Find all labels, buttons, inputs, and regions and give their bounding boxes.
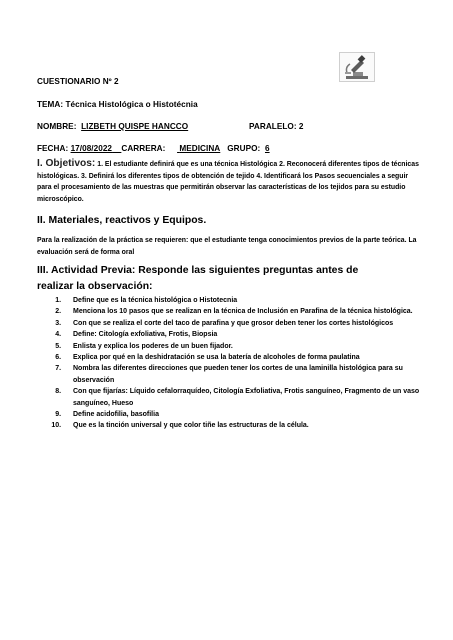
list-item: 1. Define que es la técnica histológica o Histotecnia — [63, 295, 443, 306]
objetivos-heading: I. Objetivos: — [37, 158, 96, 169]
microscope-icon — [339, 52, 375, 82]
carrera-value: MEDICINA — [179, 144, 221, 153]
tema-line: TEMA: Técnica Histológica o Histotécnia — [37, 100, 198, 109]
materiales-heading: II. Materiales, reactivos y Equipos. — [37, 215, 207, 226]
questions-list — [37, 295, 443, 432]
list-item: 9. Define acidofilia, basofilia — [63, 409, 443, 420]
actividad-heading-2: realizar la observación: — [37, 281, 153, 292]
materiales-text: Para la realización de la práctica se requieren: que el estudiante tenga conocimientos previos de la parte teórica. La evaluación será de forma oral — [37, 237, 417, 256]
list-item: 4. Define: Citología exfoliativa, Frotis, Biopsia — [63, 329, 443, 340]
list-item: 3. Con que se realiza el corte del taco de parafina y que grosor deben tener los cortes histológicos — [63, 318, 443, 329]
list-item: 2. Menciona los 10 pasos que se realizan en la técnica de Inclusión en Parafina de la técnica histológica. — [63, 306, 443, 317]
page-title: CUESTIONARIO Nº 2 — [37, 77, 119, 86]
list-item: 5. Enlista y explica los poderes de un buen fijador. — [63, 341, 443, 352]
objetivos-text: 1. El estudiante definirá que es una técnica Histológica 2. Reconocerá diferentes tipos de técnicas histológicas. 3. Definirá los diferentes tipos de obtención de tejido 4. Identificará los Pasos secuenciales a seguir para el procesamiento de las muestras que permitirán observar las características de los tejidos para su estudio microscópico. — [37, 161, 419, 203]
nombre-value: LIZBETH QUISPE HANCCO — [81, 122, 189, 131]
grupo-label: GRUPO: — [227, 144, 261, 153]
fecha-label: FECHA: — [37, 144, 69, 153]
fecha-value: 17/08/2022 — [70, 144, 113, 153]
list-item: 6. Explica por qué en la deshidratación se usa la batería de alcoholes de forma paulatina — [63, 352, 443, 363]
paralelo-field: PARALELO: 2 — [249, 122, 304, 131]
actividad-heading-1: III. Actividad Previa: Responde las siguientes preguntas antes de — [37, 265, 359, 276]
list-item: 10. Que es la tinción universal y que color tiñe las estructuras de la célula. — [63, 420, 443, 431]
nombre-line — [37, 122, 188, 131]
objetivos-section — [37, 158, 422, 205]
fecha-line — [37, 144, 270, 153]
nombre-label: NOMBRE: — [37, 122, 77, 131]
list-item: 8. Con que fijarías: Líquido cefalorraquídeo, Citología Exfoliativa, Frotis sanguíneo, Fragmento de un vaso sanguíneo, Hueso — [63, 386, 443, 409]
grupo-value: 6 — [264, 144, 270, 153]
list-item: 7. Nombra las diferentes direcciones que pueden tener los cortes de una laminilla histológica para su observación — [63, 363, 443, 386]
carrera-label: CARRERA: — [121, 144, 166, 153]
